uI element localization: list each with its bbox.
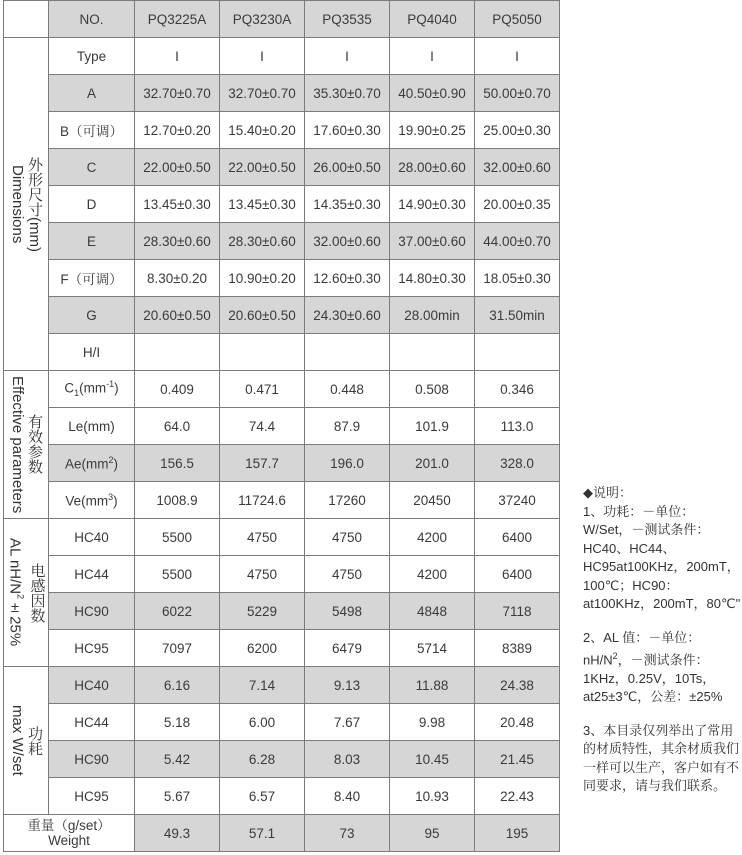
cell: 7097	[135, 630, 220, 667]
cell: 11.88	[390, 667, 475, 704]
effective-title-en: Effective parameters	[9, 375, 26, 514]
cell	[305, 334, 390, 371]
row-label: HC40	[49, 519, 135, 556]
table-row	[4, 630, 560, 667]
table-row	[4, 778, 560, 815]
weight-label	[4, 815, 135, 852]
table-row	[4, 445, 560, 482]
cell: 12.70±0.20	[135, 112, 220, 149]
cell: 0.448	[305, 371, 390, 408]
row-label: $Ae(mm^2)$	[49, 445, 135, 482]
note-1: 1、功耗：－单位：W/Set，－测试条件：HC40、HC44、HC95at100KHz，200mT，100℃；HC90：at100KHz，200mT，80℃"	[583, 503, 741, 611]
cell: 5.42	[135, 741, 220, 778]
row-label: $Ve(mm^3)$	[49, 482, 135, 519]
cell: 6200	[220, 630, 305, 667]
table-row	[4, 223, 560, 260]
row-label: E	[49, 223, 135, 260]
table-row	[4, 667, 560, 704]
cell: 50.00±0.70	[475, 75, 560, 112]
cell: I	[220, 38, 305, 75]
cell: 22.00±0.50	[135, 149, 220, 186]
cell: 18.05±0.30	[475, 260, 560, 297]
dimensions-title-cn: 外形尺寸(mm)	[26, 156, 43, 252]
cell: 17260	[305, 482, 390, 519]
cell: 6.57	[220, 778, 305, 815]
row-label: C	[49, 149, 135, 186]
cell: 87.9	[305, 408, 390, 445]
table-row	[4, 260, 560, 297]
cell: 19.90±0.25	[390, 112, 475, 149]
cell: 28.30±0.60	[220, 223, 305, 260]
table-row	[4, 371, 560, 408]
cell: 20.48	[475, 704, 560, 741]
cell: 57.1	[220, 815, 305, 852]
row-label: Le(mm)	[49, 408, 135, 445]
cell: 9.13	[305, 667, 390, 704]
cell	[390, 334, 475, 371]
cell: 7.14	[220, 667, 305, 704]
cell: 13.45±0.30	[135, 186, 220, 223]
dimensions-title-en: Dimensions	[9, 164, 26, 244]
cell: 4200	[390, 556, 475, 593]
cell: 25.00±0.30	[475, 112, 560, 149]
row-label: HC90	[49, 741, 135, 778]
cell: 20450	[390, 482, 475, 519]
cell: I	[475, 38, 560, 75]
cell: 5498	[305, 593, 390, 630]
cell: 5.67	[135, 778, 220, 815]
cell: 0.409	[135, 371, 220, 408]
weight-label-cn: 重量（g/set）	[27, 818, 111, 833]
notes-panel	[583, 484, 741, 811]
weight-row	[4, 815, 560, 852]
cell: 0.471	[220, 371, 305, 408]
row-label: H/I	[49, 334, 135, 371]
cell: 6.00	[220, 704, 305, 741]
cell: 8.30±0.20	[135, 260, 220, 297]
cell: 157.7	[220, 445, 305, 482]
cell: 195	[475, 815, 560, 852]
cell: 24.30±0.60	[305, 297, 390, 334]
cell: 17.60±0.30	[305, 112, 390, 149]
table-row	[4, 334, 560, 371]
cell: 28.00min	[390, 297, 475, 334]
header-corner	[4, 1, 49, 38]
cell: 4848	[390, 593, 475, 630]
row-label: $C_1(mm^{-1})$	[49, 371, 135, 408]
cell: 8.03	[305, 741, 390, 778]
cell: 6400	[475, 519, 560, 556]
cell: 4750	[220, 556, 305, 593]
cell: 5.18	[135, 704, 220, 741]
cell: 21.45	[475, 741, 560, 778]
cell: 156.5	[135, 445, 220, 482]
cell: 9.98	[390, 704, 475, 741]
notes-heading: ◆说明：	[583, 485, 632, 500]
cell: 101.9	[390, 408, 475, 445]
table-row	[4, 149, 560, 186]
cell: 6022	[135, 593, 220, 630]
table-row	[4, 297, 560, 334]
row-label: HC44	[49, 704, 135, 741]
cell: 35.30±0.70	[305, 75, 390, 112]
cell: I	[305, 38, 390, 75]
header-row	[4, 1, 560, 38]
cell: 4750	[305, 519, 390, 556]
weight-label-en: Weight	[48, 833, 90, 848]
header-model: PQ3225A	[135, 1, 220, 38]
cell: 7.67	[305, 704, 390, 741]
effective-category	[4, 371, 49, 519]
cell: 28.30±0.60	[135, 223, 220, 260]
cell: 10.90±0.20	[220, 260, 305, 297]
cell: 8389	[475, 630, 560, 667]
cell	[475, 334, 560, 371]
cell: 6.16	[135, 667, 220, 704]
cell: 32.00±0.60	[305, 223, 390, 260]
header-model: PQ3535	[305, 1, 390, 38]
cell: 14.90±0.30	[390, 186, 475, 223]
cell: 6400	[475, 556, 560, 593]
table-row	[4, 593, 560, 630]
cell	[220, 334, 305, 371]
loss-category	[4, 667, 49, 815]
al-title-en: AL $nH/N^2\pm 25\%$	[6, 538, 26, 647]
cell: 32.00±0.60	[475, 149, 560, 186]
cell: 4750	[220, 519, 305, 556]
cell: 196.0	[305, 445, 390, 482]
al-category	[4, 519, 49, 667]
row-label: HC95	[49, 630, 135, 667]
cell: 24.38	[475, 667, 560, 704]
effective-title-cn: 有效参数	[26, 414, 43, 475]
cell: I	[390, 38, 475, 75]
table-row	[4, 482, 560, 519]
cell	[135, 334, 220, 371]
cell: 10.45	[390, 741, 475, 778]
table-row	[4, 75, 560, 112]
al-title-cn: 电感因数	[28, 562, 46, 623]
table-row	[4, 186, 560, 223]
header-no-label: NO.	[49, 1, 135, 38]
cell: 6479	[305, 630, 390, 667]
table-row	[4, 556, 560, 593]
cell: 12.60±0.30	[305, 260, 390, 297]
cell: 40.50±0.90	[390, 75, 475, 112]
cell: 5500	[135, 556, 220, 593]
row-label: Type	[49, 38, 135, 75]
cell: 0.346	[475, 371, 560, 408]
cell: 32.70±0.70	[220, 75, 305, 112]
dimensions-category	[4, 38, 49, 371]
cell: 14.80±0.30	[390, 260, 475, 297]
table-row	[4, 519, 560, 556]
cell: 20.60±0.50	[220, 297, 305, 334]
table-row	[4, 112, 560, 149]
cell: 201.0	[390, 445, 475, 482]
loss-title-en: max W/set	[9, 705, 26, 776]
row-label: F（可调）	[49, 260, 135, 297]
row-label: HC90	[49, 593, 135, 630]
header-model: PQ5050	[475, 1, 560, 38]
row-label: D	[49, 186, 135, 223]
note-2: 2、AL 值：－单位：$nH/N^2$，－测试条件：1KHz，0.25V，10Ts，at25±3℃，公差：±25%	[583, 629, 723, 705]
cell: I	[135, 38, 220, 75]
row-label: B（可调）	[49, 112, 135, 149]
cell: 11724.6	[220, 482, 305, 519]
cell: 28.00±0.60	[390, 149, 475, 186]
cell: 22.43	[475, 778, 560, 815]
header-model: PQ3230A	[220, 1, 305, 38]
row-label: A	[49, 75, 135, 112]
cell: 20.00±0.35	[475, 186, 560, 223]
cell: 8.40	[305, 778, 390, 815]
cell: 6.28	[220, 741, 305, 778]
row-label: G	[49, 297, 135, 334]
cell: 5229	[220, 593, 305, 630]
cell: 7118	[475, 593, 560, 630]
table-row	[4, 408, 560, 445]
table-row	[4, 704, 560, 741]
cell: 4750	[305, 556, 390, 593]
cell: 73	[305, 815, 390, 852]
cell: 1008.9	[135, 482, 220, 519]
cell: 5500	[135, 519, 220, 556]
cell: 15.40±0.20	[220, 112, 305, 149]
row-label: HC40	[49, 667, 135, 704]
cell: 13.45±0.30	[220, 186, 305, 223]
cell: 113.0	[475, 408, 560, 445]
cell: 10.93	[390, 778, 475, 815]
cell: 0.508	[390, 371, 475, 408]
row-label: HC95	[49, 778, 135, 815]
cell: 44.00±0.70	[475, 223, 560, 260]
table-row	[4, 38, 560, 75]
cell: 26.00±0.50	[305, 149, 390, 186]
cell: 32.70±0.70	[135, 75, 220, 112]
header-model: PQ4040	[390, 1, 475, 38]
cell: 64.0	[135, 408, 220, 445]
cell: 328.0	[475, 445, 560, 482]
table-row	[4, 741, 560, 778]
cell: 20.60±0.50	[135, 297, 220, 334]
cell: 14.35±0.30	[305, 186, 390, 223]
cell: 37240	[475, 482, 560, 519]
cell: 37.00±0.60	[390, 223, 475, 260]
cell: 74.4	[220, 408, 305, 445]
cell: 5714	[390, 630, 475, 667]
cell: 22.00±0.50	[220, 149, 305, 186]
loss-title-cn: 功耗	[26, 725, 43, 756]
row-label: HC44	[49, 556, 135, 593]
cell: 31.50min	[475, 297, 560, 334]
note-3: 3、本目录仅列举出了常用的材质特性，其余材质我们一样可以生产，客户如有不同要求，请与我们联系。	[583, 722, 740, 794]
cell: 4200	[390, 519, 475, 556]
cell: 49.3	[135, 815, 220, 852]
spec-table	[3, 0, 560, 852]
cell: 95	[390, 815, 475, 852]
